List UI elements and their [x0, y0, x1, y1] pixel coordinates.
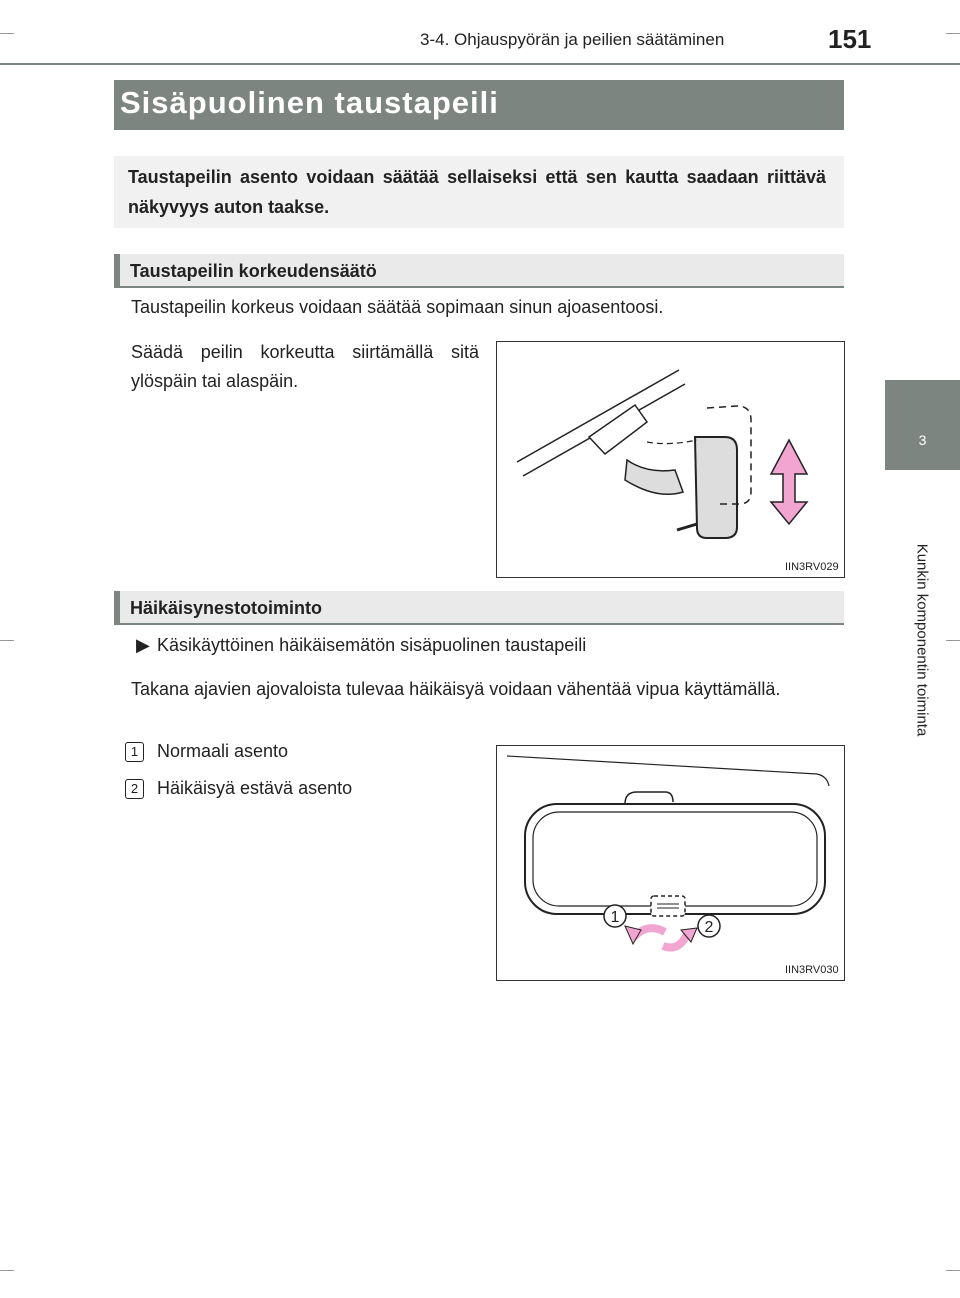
item-number: 2 [125, 779, 144, 799]
callout-label: 2 [704, 919, 714, 936]
figure2-code: IIN3RV030 [785, 964, 839, 976]
list-item [125, 779, 144, 799]
section2-text: Takana ajavien ajovaloista tulevaa häikäisyä voidaan vähentää vipua käyttämällä. [131, 679, 781, 699]
section2-bullet: Käsikäyttöinen häikäisemätön sisäpuolinen taustapeili [157, 635, 587, 655]
header-section-title: 3-4. Ohjauspyörän ja peilien säätäminen [420, 30, 725, 49]
intro-text: Taustapeilin asento voidaan säätää sellaiseksi että sen kautta saadaan riittävä näkyvyys auton taakse. [128, 167, 826, 217]
item-number: 1 [125, 742, 144, 762]
callout-label: 1 [610, 909, 620, 926]
figure1-code: IIN3RV029 [785, 561, 839, 573]
figure-mirror-height [496, 341, 845, 578]
section-heading-antiglare: Häikäisynestotoiminto [130, 598, 323, 618]
page-number: 151 [828, 24, 872, 54]
bullet-icon: ▶ [136, 635, 150, 655]
mirror-lever-illustration [497, 746, 844, 980]
page-title: Sisäpuolinen taustapeili [120, 85, 499, 120]
mirror-height-illustration [497, 342, 844, 577]
chapter-tab-number: 3 [885, 380, 960, 470]
chapter-tab-label: Kunkin komponentin toiminta [913, 543, 931, 737]
header-rule [0, 63, 960, 65]
section-heading-height: Taustapeilin korkeudensäätö [130, 261, 377, 281]
section1-text: Taustapeilin korkeus voidaan säätää sopimaan sinun ajoasentoosi. [131, 297, 664, 317]
section1-instruction: Säädä peilin korkeutta siirtämällä sitä ylöspäin tai alaspäin. [131, 342, 479, 391]
item-label: Häikäisyä estävä asento [157, 778, 353, 798]
list-item [125, 742, 144, 762]
item-label: Normaali asento [157, 741, 289, 761]
figure-antiglare-lever [496, 745, 845, 981]
